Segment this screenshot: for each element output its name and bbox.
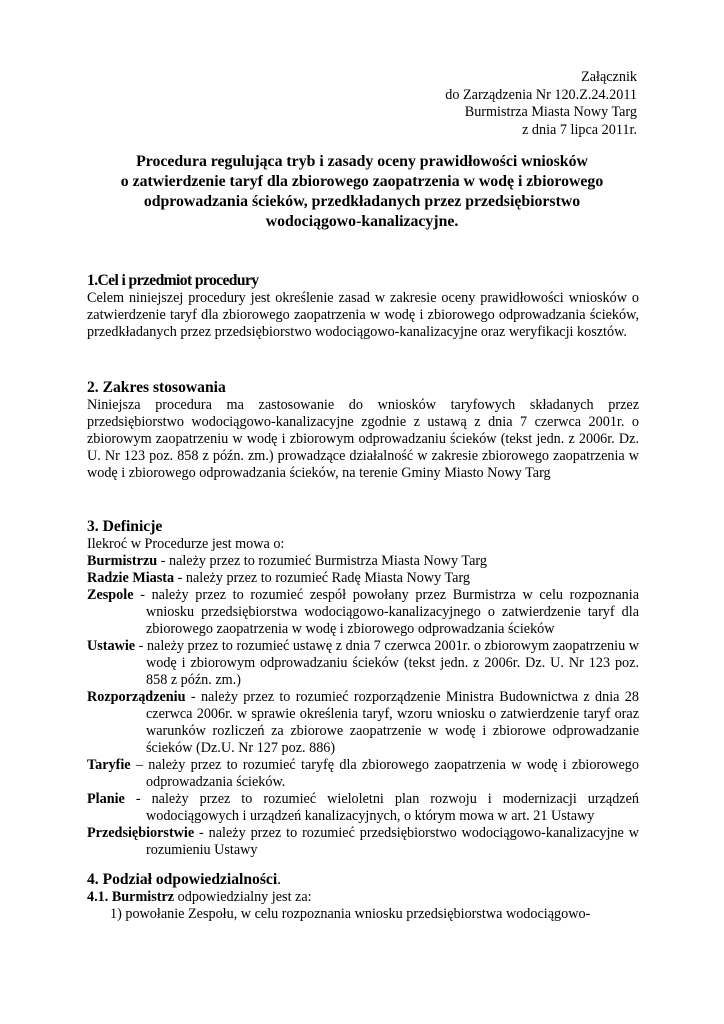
definition-term: Przedsiębiorstwie xyxy=(87,825,195,841)
definition-text: - należy przez to rozumieć rozporządzenie Ministra Budownictwa z dnia 28 czerwca 2006r. w sprawie określenia taryf, wzoru wniosku o zatwierdzenie taryf oraz warunków rozliczeń za zbiorowe zaopatrzenie w wodę i zbiorowe odprowadzanie ścieków (Dz.U. Nr 127 poz. 886) xyxy=(146,689,639,756)
subsection-4-1 xyxy=(87,889,639,906)
definition-item xyxy=(87,825,639,859)
definition-term: Taryfie xyxy=(87,757,131,773)
definition-text: - należy przez to rozumieć wieloletni plan rozwoju i modernizacji urządzeń wodociągowych i urządzeń kanalizacyjnych, o którym mowa w art. 21 Ustawy xyxy=(124,791,639,824)
definition-item xyxy=(87,570,639,587)
title-line-4: wodociągowo-kanalizacyjne. xyxy=(265,213,459,230)
definition-item xyxy=(87,689,639,757)
section-4-heading xyxy=(87,871,639,889)
section-2-heading: 2. Zakres stosowania xyxy=(87,379,226,396)
section-definitions xyxy=(87,518,639,859)
section-3-intro: Ilekroć w Procedurze jest mowa o: xyxy=(87,536,285,552)
definition-term: Planie xyxy=(87,791,125,807)
definitions-list xyxy=(87,553,639,859)
definition-term: Zespole xyxy=(87,587,134,603)
section-1-body: Celem niniejszej procedury jest określenie zasad w zakresie oceny prawidłowości wniosków o zatwierdzenie taryf dla zbiorowego zaopatrzenia w wodę i zbiorowego odprowadzania ścieków, przedkładanych przez przedsiębiorstwo wodociągowo-kanalizacyjne oraz weryfikacji kosztów. xyxy=(87,290,639,340)
section-3-heading: 3. Definicje xyxy=(87,518,163,535)
title-line-3: odprowadzania ścieków, przedkładanych przez przedsiębiorstwo xyxy=(143,193,581,210)
definition-text: - należy przez to rozumieć ustawę z dnia 7 czerwca 2001r. o zbiorowym zaopatrzeniu w wodę i zbiorowym odprowadzaniu ścieków (tekst jedn. z 2006r. Dz. U. Nr 123 poz. 858 z późn. zm.) xyxy=(135,638,639,688)
section-4-heading-text: 4. Podział odpowiedzialności xyxy=(87,871,278,888)
definition-term: Burmistrzu xyxy=(87,553,158,569)
section-4-heading-dot: . xyxy=(277,871,282,888)
title-line-2: o zatwierdzenie taryf dla zbiorowego zaopatrzenia w wodę i zbiorowego xyxy=(120,173,604,190)
definition-text: – należy przez to rozumieć taryfę dla zbiorowego zaopatrzenia w wodę i zbiorowego odprowadzania ścieków. xyxy=(130,757,639,790)
subsection-4-1-text: odpowiedzialny jest za: xyxy=(174,889,312,905)
title-line-1: Procedura regulująca tryb i zasady oceny prawidłowości wniosków xyxy=(136,153,588,170)
definition-term: Rozporządzeniu xyxy=(87,689,186,705)
annex-ordinance-number: do Zarządzenia Nr 120.Z.24.2011 xyxy=(445,86,637,103)
definition-item xyxy=(87,791,639,825)
responsibility-item: 1) powołanie Zespołu, w celu rozpoznania wniosku przedsiębiorstwa wodociągowo- xyxy=(110,906,591,922)
definition-text: - należy przez to rozumieć Burmistrza Miasta Nowy Targ xyxy=(157,553,487,569)
definition-item xyxy=(87,638,639,689)
section-2-body: Niniejsza procedura ma zastosowanie do wniosków taryfowych składanych przez przedsiębiorstwo wodociągowo-kanalizacyjne zgodnie z ustawą z dnia 7 czerwca 2001r. o zbiorowym zaopatrzeniu w wodę i zbiorowym odprowadzaniu ścieków (tekst jedn. z 2006r. Dz. U. Nr 123 poz. 858 z późn. zm.) prowadzące działalność w zakresie zbiorowego zaopatrzenia w wodę i zbiorowego odprowadzania ścieków, na terenie Gminy Miasto Nowy Targ xyxy=(87,397,639,481)
definition-text: - należy przez to rozumieć zespół powołany przez Burmistrza w celu rozpoznania wniosku przedsiębiorstwa wodociągowo-kanalizacyjnego o zatwierdzenie taryf dla zbiorowego zaopatrzenia w wodę i zbiorowego odprowadzania ścieków xyxy=(133,587,639,637)
definition-text: - należy przez to rozumieć Radę Miasta Nowy Targ xyxy=(174,570,471,586)
definition-term: Ustawie xyxy=(87,638,136,654)
subsection-4-1-number: 4.1. Burmistrz xyxy=(87,889,175,905)
definition-item xyxy=(87,757,639,791)
section-responsibilities xyxy=(87,871,639,923)
definition-text: - należy przez to rozumieć przedsiębiorstwo wodociągowo-kanalizacyjne w rozumieniu Ustawy xyxy=(146,825,639,858)
annex-date: z dnia 7 lipca 2011r. xyxy=(522,121,637,138)
section-1-heading: 1.Cel i przedmiot procedury xyxy=(87,272,259,289)
annex-header xyxy=(445,69,637,139)
definition-item xyxy=(87,553,639,570)
section-purpose xyxy=(87,272,639,341)
definition-item xyxy=(87,587,639,638)
document-title xyxy=(86,152,638,232)
annex-issuer: Burmistrza Miasta Nowy Targ xyxy=(464,104,637,120)
definition-term: Radzie Miasta xyxy=(87,570,175,586)
section-scope xyxy=(87,379,639,482)
annex-label: Załącznik xyxy=(581,69,637,85)
